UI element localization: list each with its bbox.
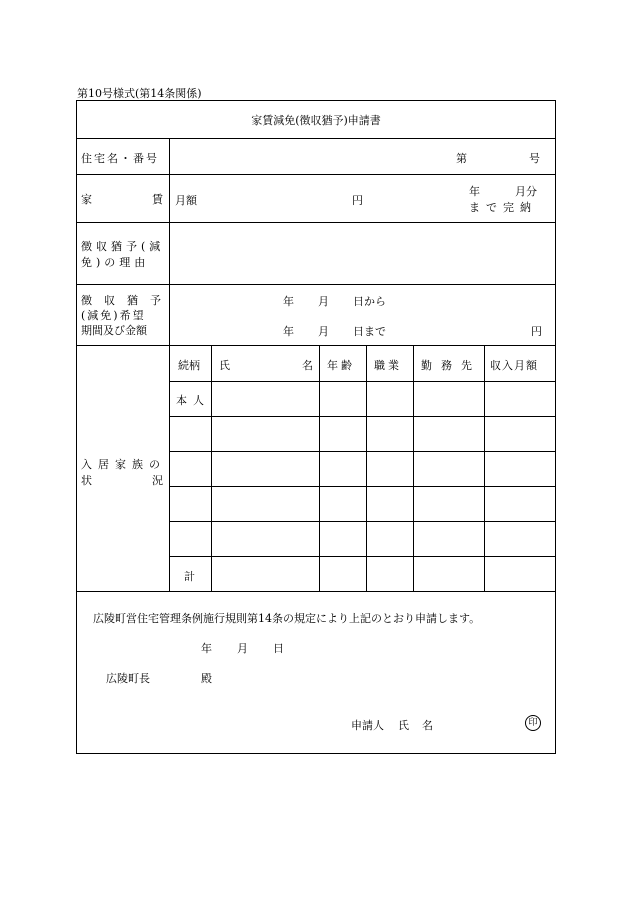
applicant-shi: 氏 (398, 719, 409, 732)
applicant-label: 申請人 (351, 719, 384, 732)
period-from-nen: 年 (283, 295, 294, 308)
frame-bottom (76, 753, 556, 754)
col-divider (413, 345, 414, 592)
row-self-label: 本人 (176, 394, 210, 407)
rent-nen: 年 (469, 185, 480, 198)
frame-top (76, 100, 556, 101)
period-until: 日まで (353, 325, 386, 338)
applicant-mei: 名 (422, 719, 433, 732)
period-from-tsuki: 月 (318, 295, 329, 308)
header-name-a: 氏 (219, 359, 230, 372)
seal-icon: 印 (525, 715, 541, 731)
header-age: 年齢 (327, 359, 355, 372)
rent-label-char: 家 (81, 193, 92, 206)
housing-go: 号 (529, 152, 540, 165)
decl-hi: 日 (273, 642, 284, 655)
housing-dai: 第 (456, 152, 467, 165)
header-workplace: 勤務先 (421, 359, 481, 372)
reason-label-line1: 徴収猶予(減 (81, 240, 165, 253)
reason-label-line2: 免)の理由 (81, 256, 150, 269)
col-divider (211, 345, 212, 592)
addressee: 広陵町長 (106, 672, 150, 685)
divider (76, 284, 556, 285)
header-occupation: 職業 (374, 359, 402, 372)
form-number: 第10号様式(第14条関係) (77, 87, 202, 100)
col-divider (319, 345, 320, 592)
frame-right (555, 100, 556, 754)
period-label-line1: 徴収猶予 (81, 294, 173, 307)
rent-month-portion: 月分 (515, 185, 537, 198)
col-divider (484, 345, 485, 592)
divider (169, 521, 556, 522)
rent-label-char: 賃 (152, 193, 163, 206)
header-income: 収入月額 (490, 359, 538, 372)
rent-until-paid: まで完納 (469, 201, 537, 214)
header-name-b: 名 (302, 359, 313, 372)
declaration-text: 広陵町営住宅管理条例施行規則第14条の規定により上記のとおり申請します。 (93, 612, 481, 625)
reason-input[interactable] (172, 226, 552, 280)
divider (169, 416, 556, 417)
frame-left (76, 100, 77, 754)
divider (76, 222, 556, 223)
housing-label: 住宅名・番号 (81, 152, 159, 165)
family-label-line2b: 況 (152, 474, 163, 487)
rent-monthly: 月額 (175, 194, 197, 207)
rent-yen: 円 (352, 194, 363, 207)
decl-tsuki: 月 (237, 642, 248, 655)
period-label-line2: (減免)希望 (81, 309, 146, 322)
divider (169, 486, 556, 487)
form-title: 家賃減免(徴収猶予)申請書 (251, 114, 381, 127)
label-divider (169, 138, 170, 592)
addressee-dono: 殿 (201, 672, 212, 685)
period-from: 日から (353, 295, 386, 308)
period-until-nen: 年 (283, 325, 294, 338)
col-divider (366, 345, 367, 592)
divider (76, 174, 556, 175)
divider (169, 556, 556, 557)
family-label-line1: 入居家族の (81, 458, 166, 471)
period-yen: 円 (531, 325, 542, 338)
decl-nen: 年 (201, 642, 212, 655)
divider (76, 138, 556, 139)
period-until-tsuki: 月 (318, 325, 329, 338)
period-label-line3: 期間及び金額 (81, 324, 147, 337)
divider (169, 381, 556, 382)
header-relation: 続柄 (178, 359, 200, 372)
housing-input[interactable] (172, 142, 552, 170)
row-total-label: 計 (184, 570, 195, 583)
family-label-line2: 状 (81, 474, 92, 487)
divider (169, 451, 556, 452)
rent-amount-input[interactable] (210, 180, 345, 216)
